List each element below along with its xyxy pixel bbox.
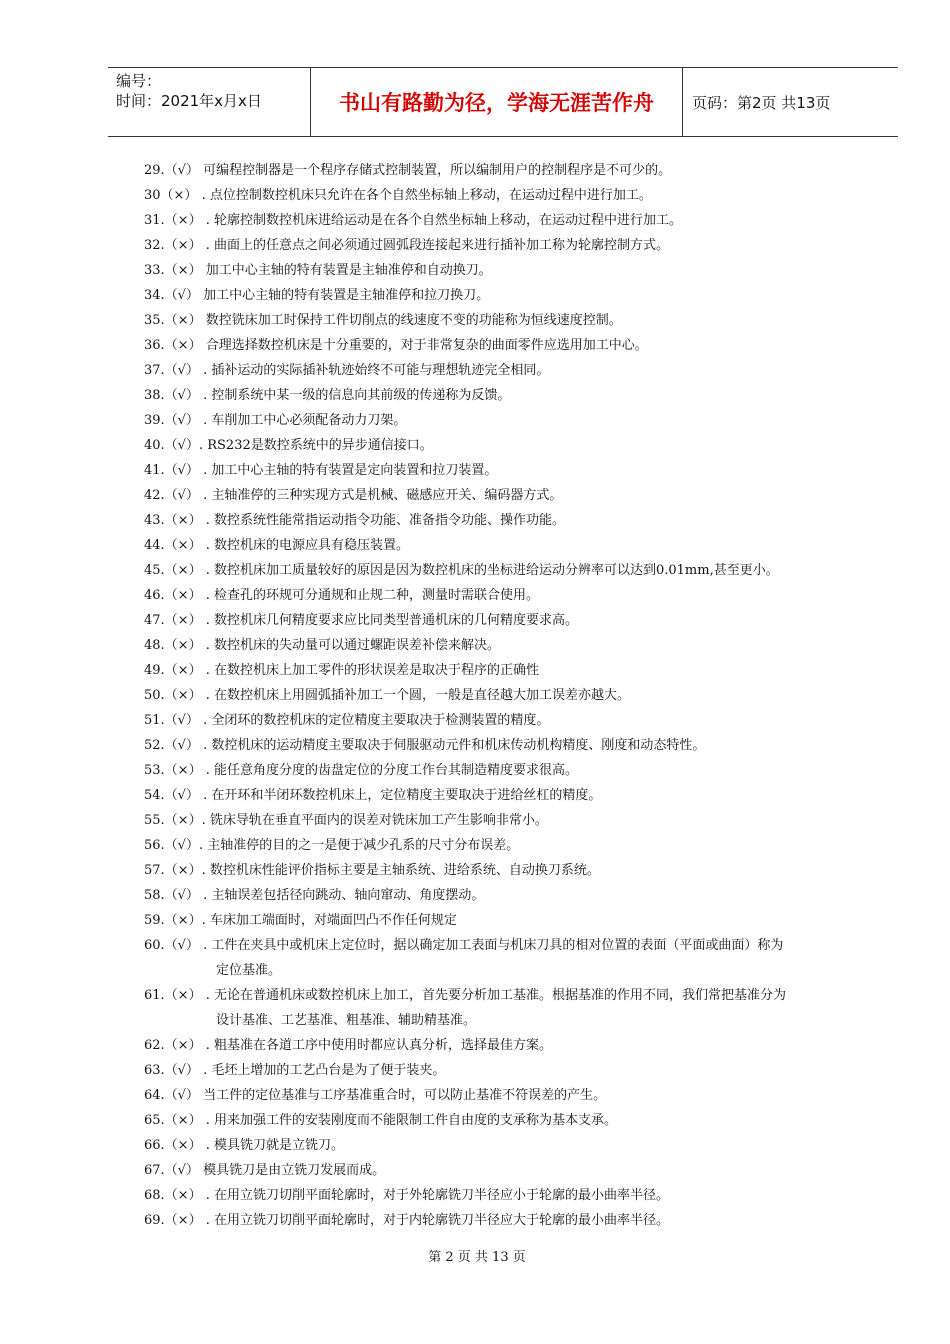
list-item: 65.（×） . 用来加强工件的安装刚度而不能限制工件自由度的支承称为基本支承。 [144, 1113, 617, 1128]
question-list [144, 158, 866, 1233]
list-item: 50.（×） . 在数控机床上用圆弧插补加工一个圆，一般是直径越大加工误差亦越大。 [144, 688, 630, 703]
list-item: 33.（×） 加工中心主轴的特有装置是主轴准停和自动换刀。 [144, 263, 492, 278]
list-item-continuation: 定位基准。 [216, 963, 282, 978]
list-item: 62.（×） . 粗基准在各道工序中使用时都应认真分析，选择最佳方案。 [144, 1038, 552, 1053]
list-item: 31.（×） . 轮廓控制数控机床进给运动是在各个自然坐标轴上移动，在运动过程中进行加工。 [144, 213, 682, 228]
list-item: 32.（×） . 曲面上的任意点之间必须通过圆弧段连接起来进行插补加工称为轮廓控制方式。 [144, 238, 669, 253]
list-item: 54.（√） . 在开环和半闭环数控机床上，定位精度主要取决于进给丝杠的精度。 [144, 788, 602, 803]
list-item: 47.（×） . 数控机床几何精度要求应比同类型普通机床的几何精度要求高。 [144, 613, 578, 628]
list-item: 59.（×）. 车床加工端面时，对端面凹凸不作任何规定 [144, 913, 457, 928]
list-item: 29.（√） 可编程控制器是一个程序存储式控制装置，所以编制用户的控制程序是不可少的。 [144, 163, 672, 178]
page-footer [0, 1246, 950, 1265]
list-item-continuation: 设计基准、工艺基准、粗基准、辅助精基准。 [216, 1013, 477, 1028]
list-item: 51.（√） . 全闭环的数控机床的定位精度主要取决于检测装置的精度。 [144, 713, 550, 728]
header-page-info: 页码：第2页 共13页 [692, 93, 831, 112]
footer-page-number: 第 2 页 共 13 页 [428, 1250, 526, 1265]
list-item: 43.（×） . 数控系统性能常指运动指令功能、准备指令功能、操作功能。 [144, 513, 565, 528]
list-item: 35.（×） 数控铣床加工时保持工件切削点的线速度不变的功能称为恒线速度控制。 [144, 313, 622, 328]
number-label: 编号： [116, 72, 162, 90]
list-item: 67.（√） 模具铣刀是由立铣刀发展而成。 [144, 1163, 386, 1178]
list-item: 52.（√） . 数控机床的运动精度主要取决于伺服驱动元件和机床传动机构精度、刚度和动态特性。 [144, 738, 706, 753]
header-left-cell [108, 68, 311, 136]
list-item: 41.（√） . 加工中心主轴的特有装置是定向装置和拉刀装置。 [144, 463, 498, 478]
header-motto: 书山有路勤为径，学海无涯苦作舟 [311, 68, 683, 136]
list-item: 57.（×）. 数控机床性能评价指标主要是主轴系统、进给系统、自动换刀系统。 [144, 863, 600, 878]
list-item: 58.（√） . 主轴误差包括径向跳动、轴向窜动、角度摆动。 [144, 888, 485, 903]
list-item: 64.（√） 当工件的定位基准与工序基准重合时，可以防止基准不符误差的产生。 [144, 1088, 607, 1103]
list-item: 34.（√） 加工中心主轴的特有装置是主轴准停和拉刀换刀。 [144, 288, 490, 303]
list-item: 55.（×）. 铣床导轨在垂直平面内的误差对铣床加工产生影响非常小。 [144, 813, 548, 828]
list-item: 63.（√） . 毛坯上增加的工艺凸台是为了便于装夹。 [144, 1063, 446, 1078]
time-label: 时间：2021年x月x日 [116, 92, 262, 110]
list-item: 44.（×） . 数控机床的电源应具有稳压装置。 [144, 538, 409, 553]
page-header [108, 67, 898, 137]
list-item: 36.（×） 合理选择数控机床是十分重要的，对于非常复杂的曲面零件应选用加工中心。 [144, 338, 648, 353]
list-item: 37.（√） . 插补运动的实际插补轨迹始终不可能与理想轨迹完全相同。 [144, 363, 550, 378]
list-item: 40.（√）. RS232是数控系统中的异步通信接口。 [144, 438, 433, 453]
list-item: 68.（×） . 在用立铣刀切削平面轮廓时，对于外轮廓铣刀半径应小于轮廓的最小曲率半径。 [144, 1188, 669, 1203]
list-item: 48.（×） . 数控机床的失动量可以通过螺距误差补偿来解决。 [144, 638, 500, 653]
list-item: 56.（√）. 主轴准停的目的之一是便于减少孔系的尺寸分布误差。 [144, 838, 520, 853]
list-item: 61.（×） . 无论在普通机床或数控机床上加工，首先要分析加工基准。根据基准的作用不同，我们常把基准分为 [144, 988, 786, 1003]
list-item: 38.（√） . 控制系统中某一级的信息向其前级的传递称为反馈。 [144, 388, 511, 403]
list-item: 60.（√） . 工件在夹具中或机床上定位时，据以确定加工表面与机床刀具的相对位置的表面（平面或曲面）称为 [144, 938, 784, 953]
list-item: 53.（×） . 能任意角度分度的齿盘定位的分度工作台其制造精度要求很高。 [144, 763, 578, 778]
list-item: 39.（√） . 车削加工中心必须配备动力刀架。 [144, 413, 407, 428]
list-item: 42.（√） . 主轴准停的三种实现方式是机械、磁感应开关、编码器方式。 [144, 488, 563, 503]
list-item: 46.（×） . 检查孔的环规可分通规和止规二种，测量时需联合使用。 [144, 588, 539, 603]
list-item: 66.（×） . 模具铣刀就是立铣刀。 [144, 1138, 344, 1153]
list-item: 30（×） . 点位控制数控机床只允许在各个自然坐标轴上移动，在运动过程中进行加工。 [144, 188, 652, 203]
list-item: 69.（×） . 在用立铣刀切削平面轮廓时，对于内轮廓铣刀半径应大于轮廓的最小曲率半径。 [144, 1213, 669, 1228]
list-item: 45.（×） . 数控机床加工质量较好的原因是因为数控机床的坐标进给运动分辨率可以达到0.01mm,甚至更小。 [144, 563, 779, 578]
list-item: 49.（×） . 在数控机床上加工零件的形状误差是取决于程序的正确性 [144, 663, 539, 678]
